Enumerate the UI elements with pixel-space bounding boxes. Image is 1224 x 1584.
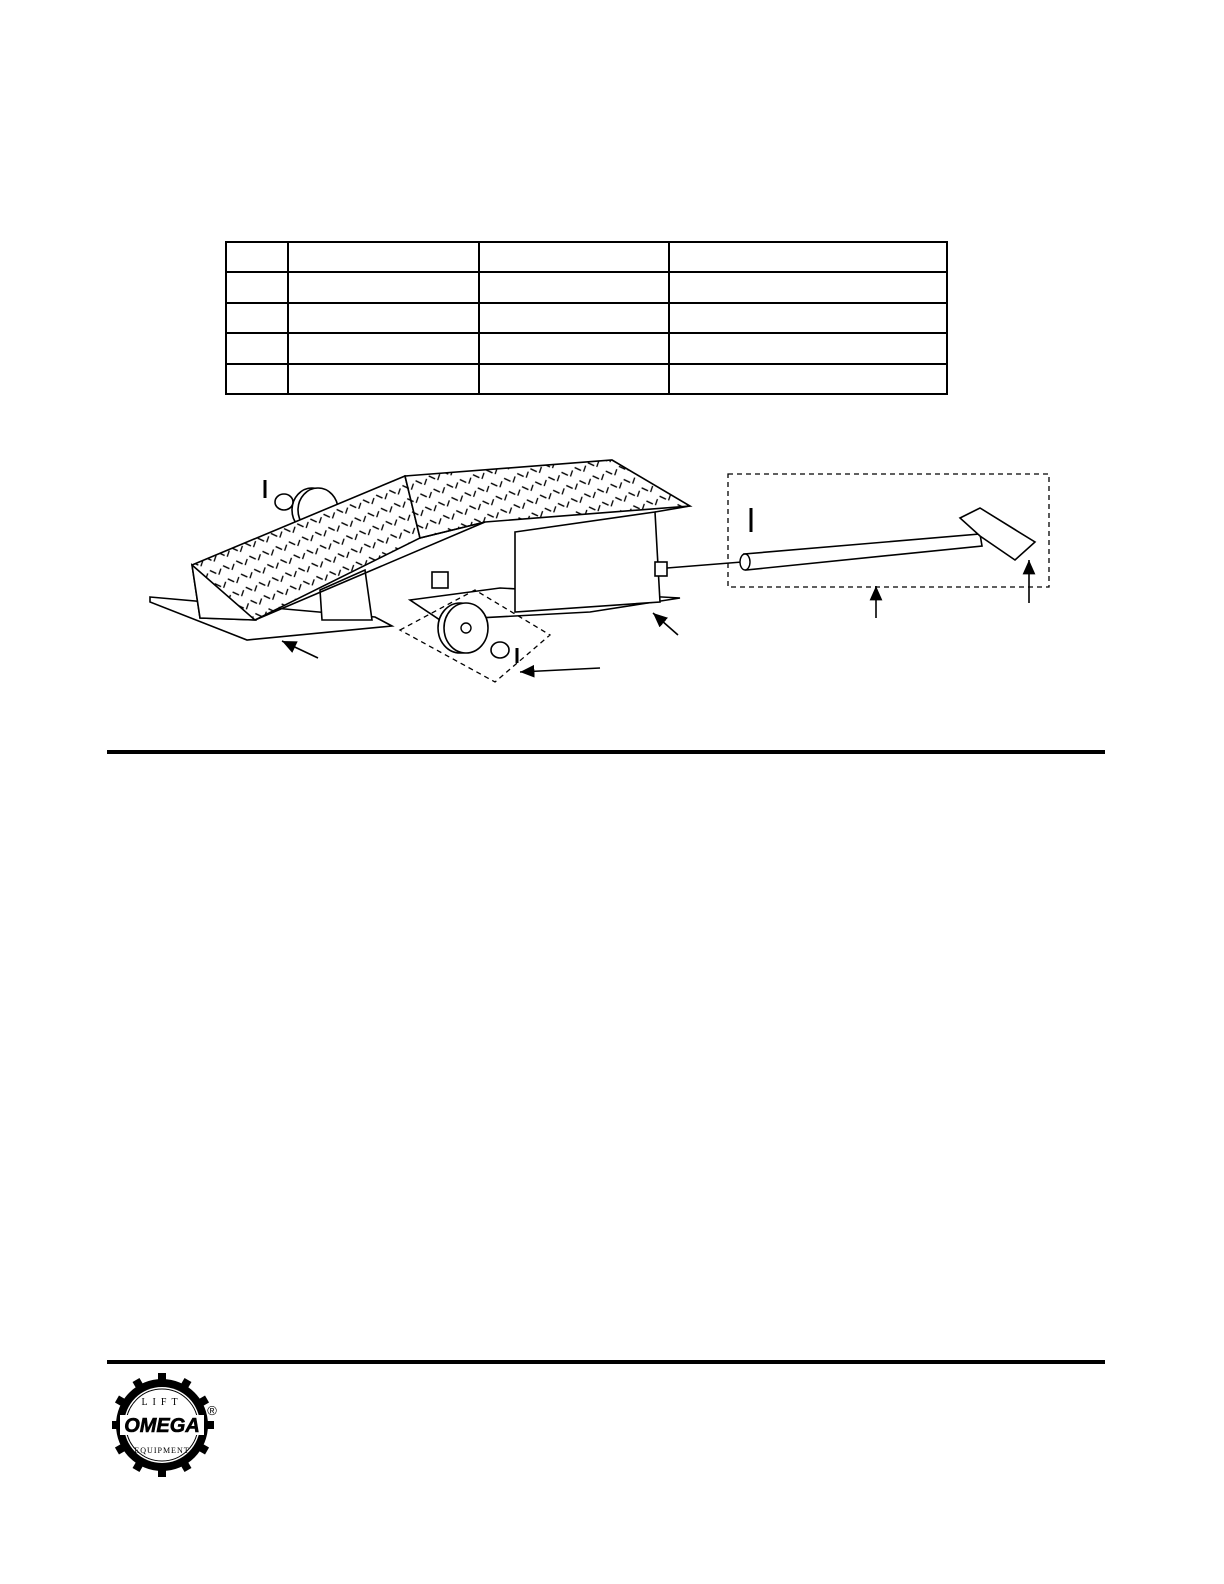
parts-table (225, 241, 948, 395)
table-cell (479, 303, 669, 333)
footer-divider (107, 1360, 1105, 1364)
table-cell (288, 303, 479, 333)
section-divider (107, 750, 1105, 754)
table-cell (226, 272, 288, 302)
arrow-icon (653, 613, 678, 635)
table-cell (669, 364, 947, 394)
table-cell (479, 364, 669, 394)
table-cell (288, 333, 479, 363)
table-cell (288, 242, 479, 272)
handle-group (728, 474, 1049, 587)
table-cell (226, 303, 288, 333)
logo-bottom-text: EQUIPMENT (134, 1446, 190, 1455)
table-cell (669, 272, 947, 302)
logo-brand-text: OMEGA (124, 1415, 200, 1437)
table-cell (669, 242, 947, 272)
arrow-icon (282, 641, 318, 658)
table-cell (226, 242, 288, 272)
table-row (226, 272, 947, 302)
table-row (226, 242, 947, 272)
table-row (226, 364, 947, 394)
table-cell (288, 272, 479, 302)
table-cell (226, 364, 288, 394)
logo-top-text: LIFT (141, 1397, 183, 1408)
table-cell (479, 272, 669, 302)
ramp-assembly-diagram (0, 450, 1224, 700)
table-cell (226, 333, 288, 363)
table-cell (669, 333, 947, 363)
table-cell (479, 242, 669, 272)
table-cell (669, 303, 947, 333)
table-cell (479, 333, 669, 363)
registered-mark: ® (207, 1403, 217, 1418)
table-cell (288, 364, 479, 394)
arrow-icon (520, 668, 600, 672)
table-row (226, 303, 947, 333)
table-row (226, 333, 947, 363)
gear-logo-icon (112, 1370, 222, 1480)
